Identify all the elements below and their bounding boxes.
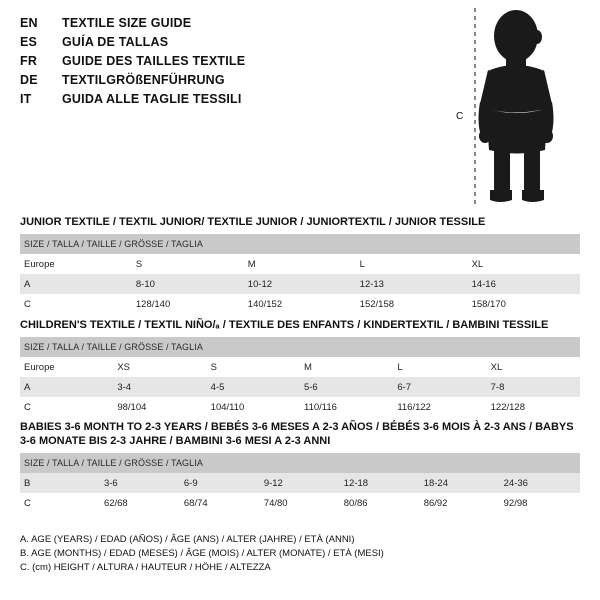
table-header-row [20, 234, 580, 254]
language-row [20, 14, 440, 33]
cell: 116/122 [393, 397, 486, 417]
cell: 62/68 [100, 493, 180, 513]
table-row [20, 357, 580, 377]
row-label: C [20, 397, 113, 417]
cell: 4-5 [207, 377, 300, 397]
language-title-block [20, 14, 440, 109]
toddler-silhouette-icon [450, 4, 590, 209]
section-title: JUNIOR TEXTILE / TEXTIL JUNIOR/ TEXTILE JUNIOR / JUNIORTEXTIL / JUNIOR TESSILE [20, 216, 486, 228]
table-row [20, 377, 580, 397]
row-label: C [20, 493, 100, 513]
guide-title: TEXTILE SIZE GUIDE [62, 16, 192, 30]
cell: L [393, 357, 486, 377]
language-code: EN [20, 16, 38, 30]
row-label: B [20, 473, 100, 493]
cell: 104/110 [207, 397, 300, 417]
section-junior [20, 215, 580, 314]
cell: 128/140 [132, 294, 244, 314]
language-row [20, 52, 440, 71]
language-code: ES [20, 35, 38, 49]
guide-title: TEXTILGRÖßENFÜHRUNG [62, 73, 225, 87]
cell: 122/128 [487, 397, 580, 417]
footnote-b: B. AGE (MONTHS) / EDAD (MESES) / ÂGE (MOIS) / ALTER (MONATE) / ETÀ (MESI) [20, 548, 384, 559]
cell: XL [487, 357, 580, 377]
babies-size-table [20, 453, 580, 513]
cell: 14-16 [468, 274, 580, 294]
cell: S [207, 357, 300, 377]
language-row [20, 90, 440, 109]
table-row [20, 294, 580, 314]
cell: 152/158 [356, 294, 468, 314]
cell: 68/74 [180, 493, 260, 513]
language-code: FR [20, 54, 38, 68]
cell: 158/170 [468, 294, 580, 314]
footnotes-block [20, 533, 580, 575]
section-children [20, 318, 580, 417]
cell: 7-8 [487, 377, 580, 397]
row-label: Europe [20, 357, 113, 377]
row-label: Europe [20, 254, 132, 274]
guide-title: GUIDA ALLE TAGLIE TESSILI [62, 92, 242, 106]
figure-measure-label: C [456, 111, 464, 122]
table-header-label: SIZE / TALLA / TAILLE / GRÖSSE / TAGLIA [20, 234, 580, 254]
cell: 74/80 [260, 493, 340, 513]
language-code: DE [20, 73, 38, 87]
cell: M [300, 357, 393, 377]
size-figure [450, 4, 590, 204]
table-row [20, 397, 580, 417]
table-row [20, 473, 580, 493]
cell: 5-6 [300, 377, 393, 397]
table-header-row [20, 337, 580, 357]
cell: 9-12 [260, 473, 340, 493]
language-row [20, 33, 440, 52]
row-label: A [20, 377, 113, 397]
section-title: CHILDREN'S TEXTILE / TEXTIL NIÑO/ₐ / TEXTILE DES ENFANTS / KINDERTEXTIL / BAMBINI TESSILE [20, 319, 549, 331]
cell: 140/152 [244, 294, 356, 314]
footnote-c: C. (cm) HEIGHT / ALTURA / HAUTEUR / HÖHE / ALTEZZA [20, 562, 271, 573]
cell: XS [113, 357, 206, 377]
section-babies [20, 420, 580, 513]
cell: 12-18 [340, 473, 420, 493]
junior-size-table [20, 234, 580, 314]
cell: 24-36 [500, 473, 580, 493]
row-label: A [20, 274, 132, 294]
footnote-a: A. AGE (YEARS) / EDAD (AÑOS) / ÂGE (ANS) / ALTER (JAHRE) / ETÀ (ANNI) [20, 534, 355, 545]
cell: 3-4 [113, 377, 206, 397]
table-row [20, 493, 580, 513]
language-row [20, 71, 440, 90]
table-header-label: SIZE / TALLA / TAILLE / GRÖSSE / TAGLIA [20, 337, 580, 357]
cell: 6-9 [180, 473, 260, 493]
guide-title: GUIDE DES TAILLES TEXTILE [62, 54, 246, 68]
table-row [20, 274, 580, 294]
cell: S [132, 254, 244, 274]
table-header-row [20, 453, 580, 473]
cell: 86/92 [420, 493, 500, 513]
cell: 92/98 [500, 493, 580, 513]
language-code: IT [20, 92, 32, 106]
row-label: C [20, 294, 132, 314]
cell: 8-10 [132, 274, 244, 294]
section-title: BABIES 3-6 MONTH TO 2-3 YEARS / BEBÉS 3-6 MESES A 2-3 AÑOS / BÉBÉS 3-6 MOIS À 2-3 ANS / BABYS 3-6 MONATE BIS 2-3 JAHRE / BAMBINI 3-6 MESI A 2-3 ANNI [20, 421, 574, 447]
cell: 98/104 [113, 397, 206, 417]
cell: 12-13 [356, 274, 468, 294]
guide-title: GUÍA DE TALLAS [62, 35, 169, 49]
cell: 110/116 [300, 397, 393, 417]
cell: 3-6 [100, 473, 180, 493]
table-row [20, 254, 580, 274]
cell: XL [468, 254, 580, 274]
cell: 6-7 [393, 377, 486, 397]
cell: L [356, 254, 468, 274]
cell: 80/86 [340, 493, 420, 513]
cell: M [244, 254, 356, 274]
cell: 10-12 [244, 274, 356, 294]
children-size-table [20, 337, 580, 417]
table-header-label: SIZE / TALLA / TAILLE / GRÖSSE / TAGLIA [20, 453, 580, 473]
cell: 18-24 [420, 473, 500, 493]
